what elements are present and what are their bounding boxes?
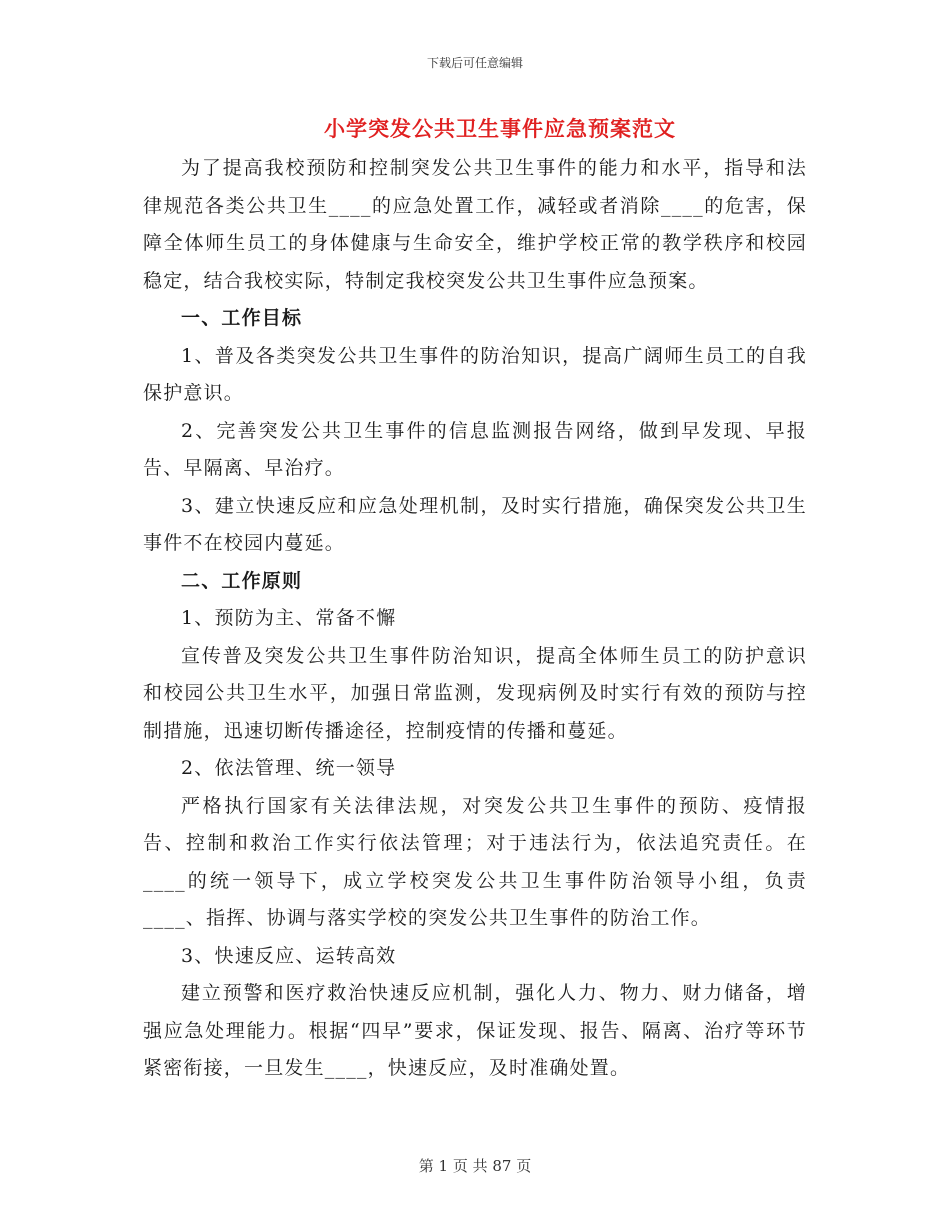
document-body [143, 150, 807, 1088]
principle-title: 1、预防为主、常备不懈 [181, 607, 397, 629]
header-note: 下载后可任意编辑 [426, 56, 523, 70]
goal-item: 2、完善突发公共卫生事件的信息监测报告网络，做到早发现、早报告、早隔离、早治疗。 [143, 419, 807, 479]
intro-paragraph: 为了提高我校预防和控制突发公共卫生事件的能力和水平，指导和法律规范各类公共卫生____的应急处置工作，减轻或者消除____的危害，保障全体师生员工的身体健康与生命安全，维护学校正常的教学秩序和校园稳定，结合我校实际，特制定我校突发公共卫生事件应急预案。 [143, 157, 807, 292]
page-number: 第 1 页 共 87 页 [418, 1157, 532, 1175]
principle-body: 建立预警和医疗救治快速反应机制，强化人力、物力、财力储备，增强应急处理能力。根据“四早”要求，保证发现、报告、隔离、治疗等环节紧密衔接，一旦发生____，快速反应，及时准确处置。 [143, 982, 807, 1079]
section-heading-goals: 一、工作目标 [181, 307, 303, 329]
principle-body: 宣传普及突发公共卫生事件防治知识，提高全体师生员工的防护意识和校园公共卫生水平，加强日常监测，发现病例及时实行有效的预防与控制措施，迅速切断传播途径，控制疫情的传播和蔓延。 [143, 644, 807, 742]
principle-title: 2、依法管理、统一领导 [181, 757, 397, 779]
principle-body: 严格执行国家有关法律法规，对突发公共卫生事件的预防、疫情报告、控制和救治工作实行依法管理；对于违法行为，依法追究责任。在____的统一领导下，成立学校突发公共卫生事件防治领导小组，负责____、指挥、协调与落实学校的突发公共卫生事件的防治工作。 [143, 794, 807, 929]
principle-title: 3、快速反应、运转高效 [181, 944, 397, 967]
document-title: 小学突发公共卫生事件应急预案范文 [324, 116, 676, 141]
section-heading-principles: 二、工作原则 [181, 569, 303, 592]
goal-item: 1、普及各类突发公共卫生事件的防治知识，提高广阔师生员工的自我保护意识。 [143, 344, 807, 404]
goal-item: 3、建立快速反应和应急处理机制，及时实行措施，确保突发公共卫生事件不在校园内蔓延。 [143, 494, 807, 554]
